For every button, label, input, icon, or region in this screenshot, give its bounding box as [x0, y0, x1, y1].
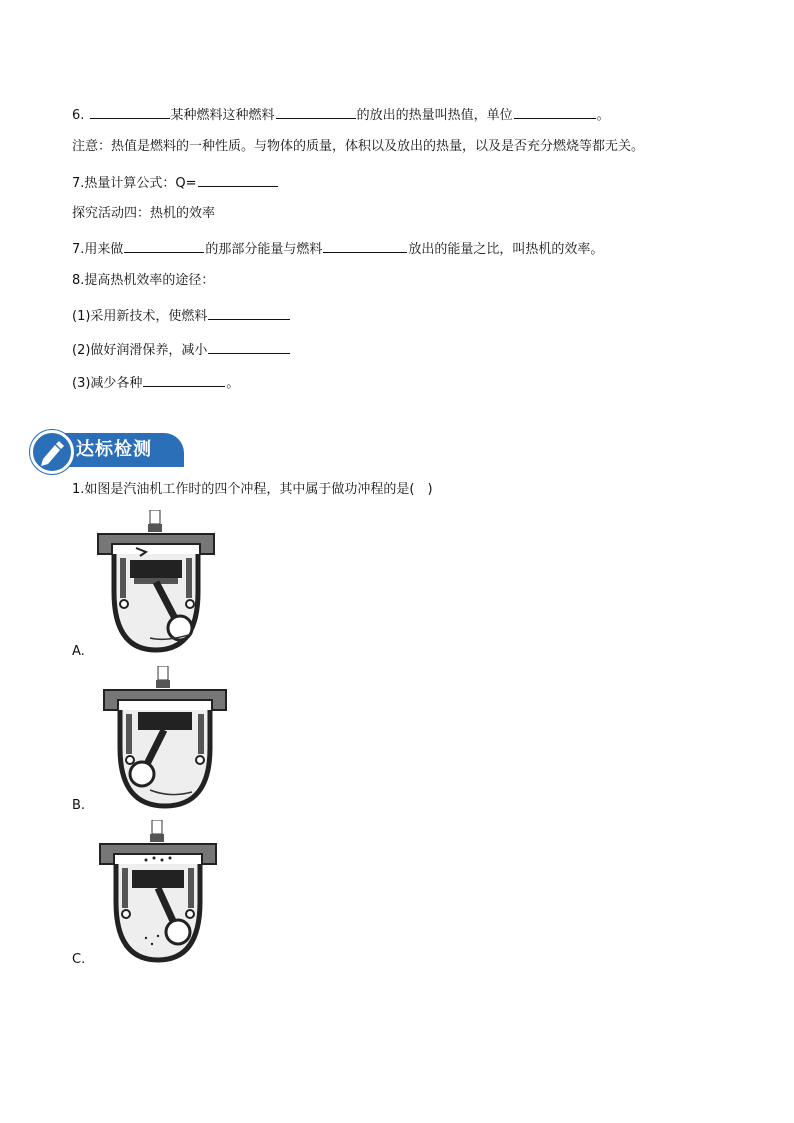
- q6-text-1: 某种燃料这种燃料: [170, 108, 275, 123]
- blank-field[interactable]: [143, 372, 225, 387]
- blank-field[interactable]: [208, 339, 290, 354]
- blank-field[interactable]: [514, 104, 596, 119]
- blank-field[interactable]: [124, 238, 204, 253]
- pencil-icon: [33, 433, 71, 471]
- q8-item-2: [72, 339, 291, 360]
- q7-formula-text: 7.热量计算公式：Q=: [72, 176, 197, 191]
- question-7-formula: [72, 172, 279, 193]
- option-a-label: A.: [72, 644, 85, 659]
- question-8: 8.提高热机效率的途径：: [72, 273, 215, 288]
- q8-2-text: (2)做好润滑保养，减小: [72, 343, 208, 358]
- q8-3-text: (3)减少各种: [72, 376, 143, 391]
- question-1-stem: 1.如图是汽油机工作时的四个冲程，其中属于做功冲程的是( ): [72, 482, 433, 497]
- option-c-label: C.: [72, 952, 86, 967]
- blank-field[interactable]: [90, 104, 170, 119]
- banner-badge: [30, 430, 74, 474]
- section-banner: [30, 428, 184, 472]
- question-7-efficiency: [72, 238, 603, 259]
- blank-field[interactable]: [323, 238, 407, 253]
- option-b-label: B.: [72, 798, 86, 813]
- q7b-text-3: 放出的能量之比，叫热机的效率。: [408, 242, 604, 257]
- activity-4-heading: 探究活动四：热机的效率: [72, 206, 216, 221]
- question-6: [72, 104, 610, 125]
- q8-3-end: 。: [226, 376, 240, 391]
- q8-item-1: [72, 305, 291, 326]
- section-title: 达标检测: [76, 439, 152, 460]
- blank-field[interactable]: [208, 305, 290, 320]
- note-text: 注意：热值是燃料的一种性质。与物体的质量，体积以及放出的热量，以及是否充分燃烧等都无关。: [72, 139, 645, 154]
- q7b-text-2: 的那部分能量与燃料: [205, 242, 323, 257]
- q8-1-text: (1)采用新技术，使燃料: [72, 309, 208, 324]
- q6-text-3: 。: [596, 108, 610, 123]
- q6-text-2: 的放出的热量叫热值，单位: [356, 108, 513, 123]
- engine-power-stroke-image: [96, 820, 220, 964]
- q6-number: 6.: [72, 108, 85, 123]
- q7b-text-1: 7.用来做: [72, 242, 124, 257]
- blank-field[interactable]: [276, 104, 356, 119]
- q8-item-3: [72, 372, 239, 393]
- engine-compression-stroke-image: [100, 666, 230, 810]
- blank-field[interactable]: [198, 172, 278, 187]
- engine-intake-stroke-image: [94, 510, 218, 654]
